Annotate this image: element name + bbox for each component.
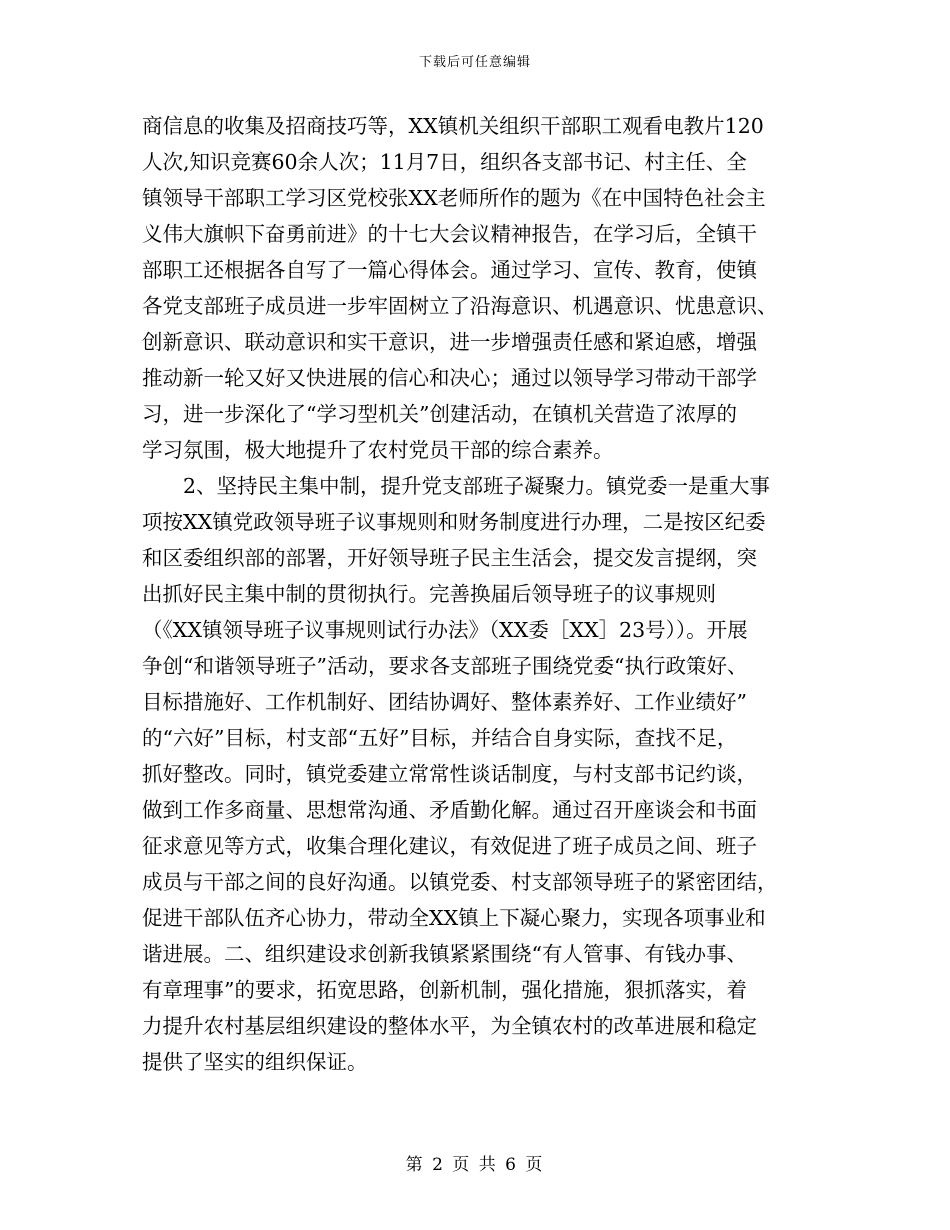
text-line: 商信息的收集及招商技巧等，XX镇机关组织干部职工观看电教片120 (142, 114, 764, 138)
text-line: 部职工还根据各自写了一篇心得体会。通过学习、宣传、教育，使镇 (142, 258, 757, 282)
text-line: 项按XX镇党政领导班子议事规则和财务制度进行办理，二是按区纪委 (142, 510, 766, 534)
text-line: 促进干部队伍齐心协力，带动全XX镇上下凝心聚力，实现各项事业和 (142, 906, 766, 930)
text-line: 做到工作多商量、思想常沟通、矛盾勤化解。通过召开座谈会和书面 (142, 798, 757, 822)
footer-suffix: 页 (525, 1155, 545, 1175)
text-line: 2、坚持民主集中制，提升党支部班子凝聚力。镇党委一是重大事 (183, 474, 771, 498)
page-header: 下载后可任意编辑 (418, 55, 531, 70)
text-line: 推动新一轮又好又快进展的信心和决心；通过以领导学习带动干部学 (142, 366, 757, 390)
text-line: 成员与干部之间的良好沟通。以镇党委、村支部领导班子的紧密团结， (142, 870, 778, 894)
footer-middle: 页 共 (452, 1155, 498, 1175)
text-line: 各党支部班子成员进一步牢固树立了沿海意识、机遇意识、忧患意识、 (142, 294, 778, 318)
text-line: 镇领导干部职工学习区党校张XX老师所作的题为《在中国特色社会主 (142, 186, 766, 210)
text-line: 人次,知识竞赛60余人次；11月7日，组织各支部书记、村主任、全 (142, 150, 747, 174)
text-line: 学习氛围，极大地提升了农村党员干部的综合素养。 (142, 438, 614, 462)
paragraph-2 (142, 468, 814, 1080)
current-page-number: 2 (432, 1155, 445, 1175)
text-line: 争创“和谐领导班子”活动，要求各支部班子围绕党委“执行政策好、 (142, 654, 748, 678)
total-page-count: 6 (505, 1155, 518, 1175)
text-line: 抓好整改。同时，镇党委建立常常性谈话制度，与村支部书记约谈， (142, 762, 757, 786)
text-line: 创新意识、联动意识和实干意识，进一步增强责任感和紧迫感，增强 (142, 330, 757, 354)
text-line: 习，进一步深化了“学习型机关”创建活动，在镇机关营造了浓厚的 (142, 402, 737, 426)
text-line: 和区委组织部的部署，开好领导班子民主生活会，提交发言提纲，突 (142, 546, 757, 570)
text-line: 的“六好”目标，村支部“五好”目标，并结合自身实际，查找不足， (142, 726, 738, 750)
page-footer (0, 1154, 950, 1176)
text-line: 力提升农村基层组织建设的整体水平，为全镇农村的改革进展和稳定 (142, 1014, 757, 1038)
text-line: 目标措施好、工作机制好、团结协调好、整体素养好、工作业绩好” (142, 690, 747, 714)
text-line: 谐进展。二、组织建设求创新我镇紧紧围绕“有人管事、有钱办事、 (142, 942, 747, 966)
text-line: 出抓好民主集中制的贯彻执行。完善换届后领导班子的议事规则 (142, 582, 716, 606)
text-line: 有章理事”的要求，拓宽思路，创新机制，强化措施，狠抓落实，着 (142, 978, 747, 1002)
paragraph-1 (142, 108, 814, 468)
footer-prefix: 第 (405, 1155, 425, 1175)
text-line: 征求意见等方式，收集合理化建议，有效促进了班子成员之间、班子 (142, 834, 757, 858)
text-line: 义伟大旗帜下奋勇前进》的十七大会议精神报告，在学习后，全镇干 (142, 222, 757, 246)
document-body (142, 108, 814, 1080)
text-line: （《XX镇领导班子议事规则试行办法》（XX委［XX］23号））。开展 (142, 618, 748, 642)
text-line: 提供了坚实的组织保证。 (142, 1050, 368, 1074)
